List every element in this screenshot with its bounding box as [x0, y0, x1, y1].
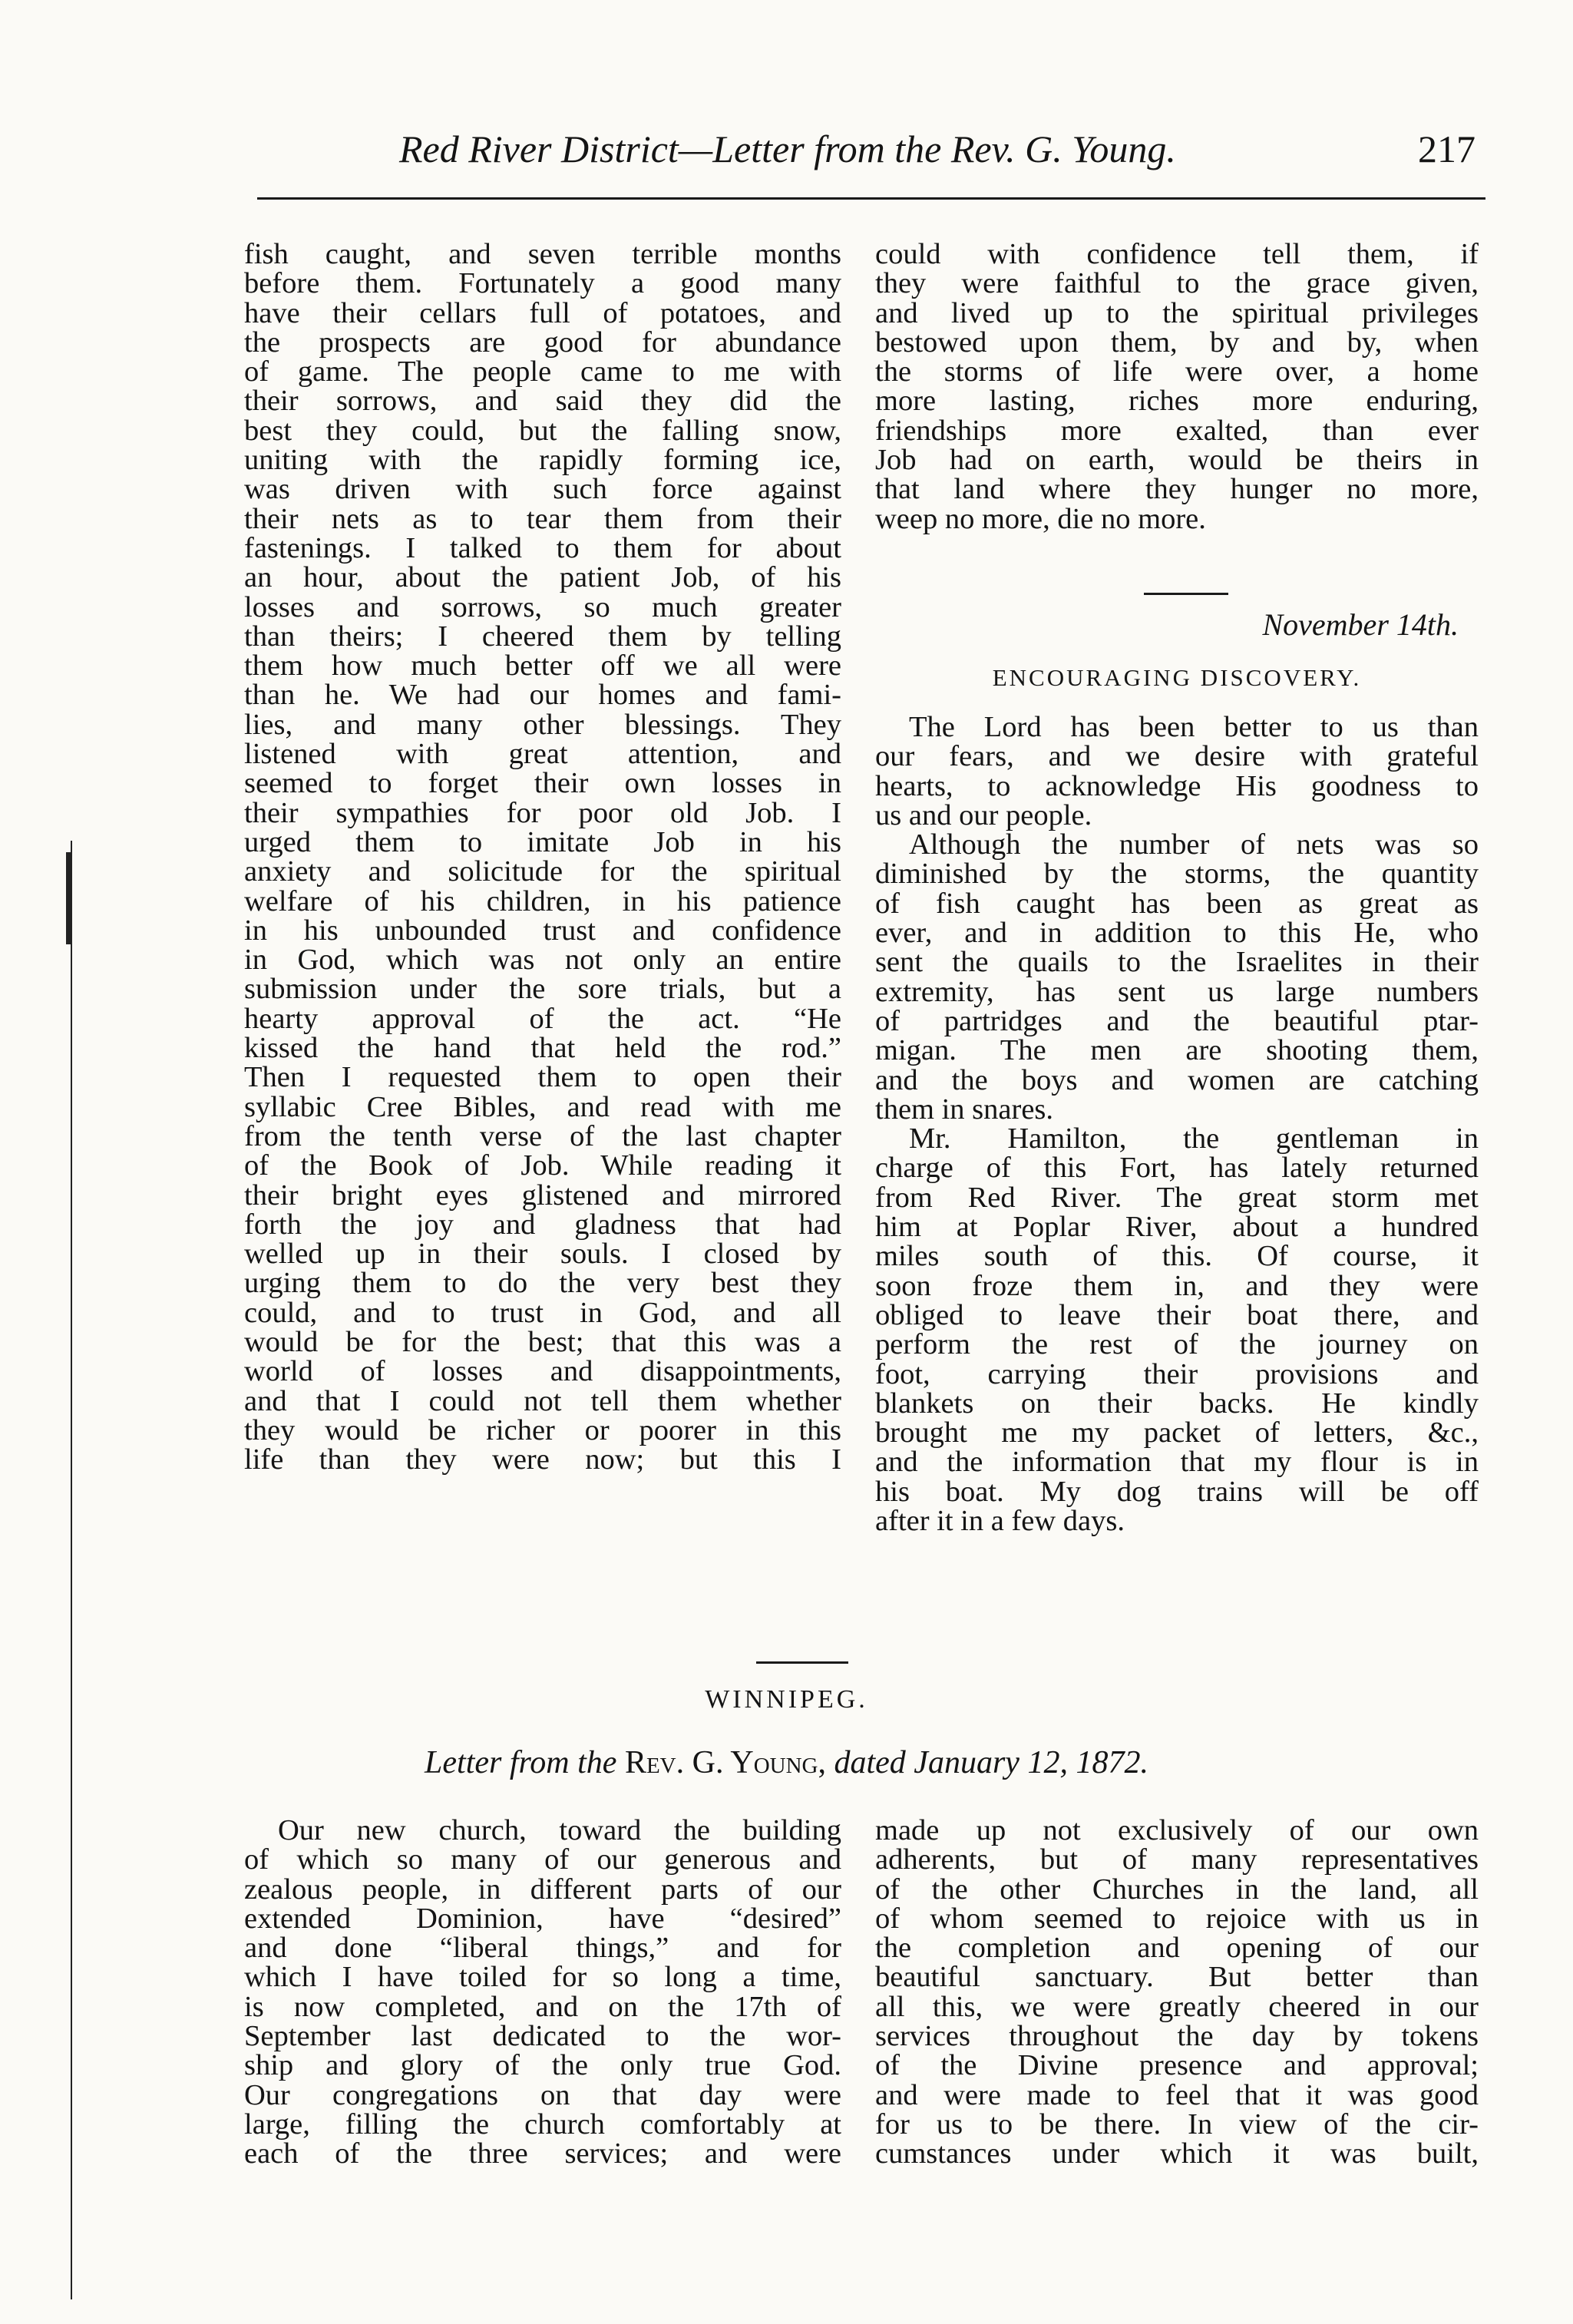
text-line: have their cellars full of potatoes, and — [244, 296, 841, 329]
text-line: than he. We had our homes and fami- — [244, 679, 841, 712]
text-line: listened with great attention, and — [244, 738, 841, 771]
text-line: the completion and opening of our — [875, 1932, 1479, 1965]
text-line: in God, which was not only an entire — [244, 944, 841, 977]
text-line: zealous people, in different parts of our — [244, 1873, 841, 1906]
text-line: of the Book of Job. While reading it — [244, 1149, 841, 1182]
left-column — [244, 240, 841, 1474]
text-line: and the information that my flour is in — [875, 1446, 1479, 1479]
text-line: best they could, but the falling snow, — [244, 414, 841, 447]
text-line: seemed to forget their own losses in — [244, 767, 841, 800]
text-line: Job had on earth, would be theirs in — [875, 444, 1479, 477]
section-date: November 14th. — [1262, 607, 1459, 642]
margin-line — [71, 841, 72, 2299]
text-line: blankets on their backs. He kindly — [875, 1387, 1479, 1420]
text-line: foot, carrying their provisions and — [875, 1357, 1479, 1390]
text-line: in his unbounded trust and confidence — [244, 914, 841, 947]
text-line: large, filling the church comfortably at — [244, 2107, 841, 2141]
text-line: of partridges and the beautiful ptar- — [875, 1004, 1479, 1037]
text-line: welfare of his children, in his patience — [244, 884, 841, 917]
text-line: they would be richer or poorer in this — [244, 1413, 841, 1446]
article-heading: WINNIPEG. — [705, 1685, 868, 1714]
text-line: The Lord has been better to us than — [909, 711, 1479, 743]
text-line: welled up in their souls. I closed by — [244, 1238, 841, 1271]
text-line: the storms of life were over, a home — [875, 355, 1479, 388]
text-line: Mr. Hamilton, the gentleman in — [909, 1122, 1479, 1155]
article2-right-column — [875, 1816, 1479, 2169]
text-line: the prospects are good for abundance — [244, 326, 841, 359]
running-title: Red River District—Letter from the Rev. G. Young. — [399, 127, 1176, 170]
text-line: is now completed, and on the 17th of — [244, 1990, 841, 2023]
letter-prefix: Letter from the — [425, 1745, 617, 1780]
text-line: them in snares. — [875, 1093, 1054, 1126]
article2-left-column — [244, 1816, 841, 2169]
text-line: brought me my packet of letters, &c., — [875, 1417, 1479, 1450]
text-line: hearts, to acknowledge His goodness to — [875, 769, 1479, 802]
text-line: sent the quails to the Israelites in their — [875, 946, 1479, 979]
text-line: before them. Fortunately a good many — [244, 267, 841, 300]
page-number: 217 — [1418, 127, 1476, 170]
text-line: more lasting, riches more enduring, — [875, 385, 1479, 418]
text-line: services throughout the day by tokens — [875, 2020, 1479, 2053]
text-line: from Red River. The great storm met — [875, 1181, 1479, 1214]
text-line: cumstances under which it was built, — [875, 2137, 1479, 2170]
header-rule — [257, 197, 1485, 200]
text-line: their bright eyes glistened and mirrored — [244, 1179, 841, 1212]
text-line: of the other Churches in the land, all — [875, 1873, 1479, 1906]
text-line: fastenings. I talked to them for about — [244, 531, 841, 564]
right-column-part2 — [875, 712, 1479, 1536]
text-line: lies, and many other blessings. They — [244, 708, 841, 741]
text-line: of the Divine presence and approval; — [875, 2049, 1479, 2082]
text-line: beautiful sanctuary. But better than — [875, 1961, 1479, 1994]
text-line: ship and glory of the only true God. — [244, 2049, 841, 2082]
text-line: life than they were now; but this I — [244, 1443, 841, 1476]
text-line: each of the three services; and were — [244, 2137, 841, 2170]
margin-bracket — [66, 852, 72, 944]
text-line: and done “liberal things,” and for — [244, 1932, 841, 1965]
text-line: world of losses and disappointments, — [244, 1355, 841, 1388]
text-line: losses and sorrows, so much greater — [244, 590, 841, 623]
text-line: their nets as to tear them from their — [244, 502, 841, 535]
text-line: soon froze them in, and they were — [875, 1269, 1479, 1302]
text-line: all this, we were greatly cheered in our — [875, 1990, 1479, 2023]
text-line: and lived up to the spiritual privileges — [875, 296, 1479, 329]
text-line: diminished by the storms, the quantity — [875, 858, 1479, 891]
text-line: urged them to imitate Job in his — [244, 825, 841, 858]
text-line: us and our people. — [875, 798, 1092, 831]
text-line: could, and to trust in God, and all — [244, 1296, 841, 1329]
text-line: extended Dominion, have “desired” — [244, 1902, 841, 1935]
text-line: and the boys and women are catching — [875, 1063, 1479, 1096]
text-line: perform the rest of the journey on — [875, 1328, 1479, 1361]
text-line: after it in a few days. — [875, 1505, 1125, 1538]
text-line: their sorrows, and said they did the — [244, 385, 841, 418]
text-line: than theirs; I cheered them by telling — [244, 620, 841, 653]
section-heading: ENCOURAGING DISCOVERY. — [992, 664, 1362, 691]
text-line: of game. The people came to me with — [244, 355, 841, 388]
text-line: syllabic Cree Bibles, and read with me — [244, 1090, 841, 1123]
text-line: of whom seemed to rejoice with us in — [875, 1902, 1479, 1935]
text-line: weep no more, die no more. — [875, 502, 1206, 535]
text-line: them how much better off we all were — [244, 650, 841, 683]
text-line: miles south of this. Of course, it — [875, 1240, 1479, 1273]
text-line: ever, and in addition to this He, who — [875, 917, 1479, 950]
text-line: urging them to do the very best they — [244, 1267, 841, 1300]
text-line: his boat. My dog trains will be off — [875, 1475, 1479, 1508]
text-line: bestowed upon them, by and by, when — [875, 326, 1479, 359]
text-line: adherents, but of many representatives — [875, 1843, 1479, 1876]
text-line: made up not exclusively of our own — [875, 1814, 1479, 1846]
text-line: they were faithful to the grace given, — [875, 267, 1479, 300]
text-line: for us to be there. In view of the cir- — [875, 2107, 1479, 2141]
text-line: obliged to leave their boat there, and — [875, 1298, 1479, 1331]
text-line: which I have toiled for so long a time, — [244, 1961, 841, 1994]
text-line: uniting with the rapidly forming ice, — [244, 444, 841, 477]
text-line: could with confidence tell them, if — [875, 238, 1479, 270]
letter-line — [0, 1744, 1573, 1781]
text-line: an hour, about the patient Job, of his — [244, 561, 841, 594]
text-line: hearty approval of the act. “He — [244, 1002, 841, 1035]
text-line: from the tenth verse of the last chapter — [244, 1119, 841, 1152]
text-line: Then I requested them to open their — [244, 1061, 841, 1094]
text-line: of which so many of our generous and — [244, 1843, 841, 1876]
text-line: migan. The men are shooting them, — [875, 1034, 1479, 1067]
section-divider — [1144, 593, 1228, 595]
text-line: anxiety and solicitude for the spiritual — [244, 855, 841, 888]
text-line: charge of this Fort, has lately returned — [875, 1152, 1479, 1185]
text-line: of fish caught has been as great as — [875, 887, 1479, 920]
text-line: fish caught, and seven terrible months — [244, 238, 841, 270]
text-line: forth the joy and gladness that had — [244, 1208, 841, 1241]
text-line: their sympathies for poor old Job. I — [244, 796, 841, 829]
text-line: him at Poplar River, about a hundred — [875, 1211, 1479, 1244]
text-line: September last dedicated to the wor- — [244, 2020, 841, 2053]
text-line: Our congregations on that day were — [244, 2078, 841, 2111]
text-line: extremity, has sent us large numbers — [875, 975, 1479, 1008]
letter-author: Rev. G. Young, — [624, 1745, 826, 1780]
text-line: that land where they hunger no more, — [875, 473, 1479, 506]
article-divider — [756, 1661, 848, 1664]
right-column-part1 — [875, 240, 1479, 534]
text-line: would be for the best; that this was a — [244, 1325, 841, 1358]
text-line: Our new church, toward the building — [278, 1814, 841, 1846]
text-line: was driven with such force against — [244, 473, 841, 506]
letter-date: dated January 12, 1872. — [834, 1745, 1148, 1780]
text-line: our fears, and we desire with grateful — [875, 740, 1479, 773]
text-line: submission under the sore trials, but a — [244, 973, 841, 1006]
text-line: and that I could not tell them whether — [244, 1384, 841, 1417]
text-line: kissed the hand that held the rod.” — [244, 1032, 841, 1065]
text-line: Although the number of nets was so — [909, 828, 1479, 861]
text-line: friendships more exalted, than ever — [875, 414, 1479, 447]
text-line: and were made to feel that it was good — [875, 2078, 1479, 2111]
